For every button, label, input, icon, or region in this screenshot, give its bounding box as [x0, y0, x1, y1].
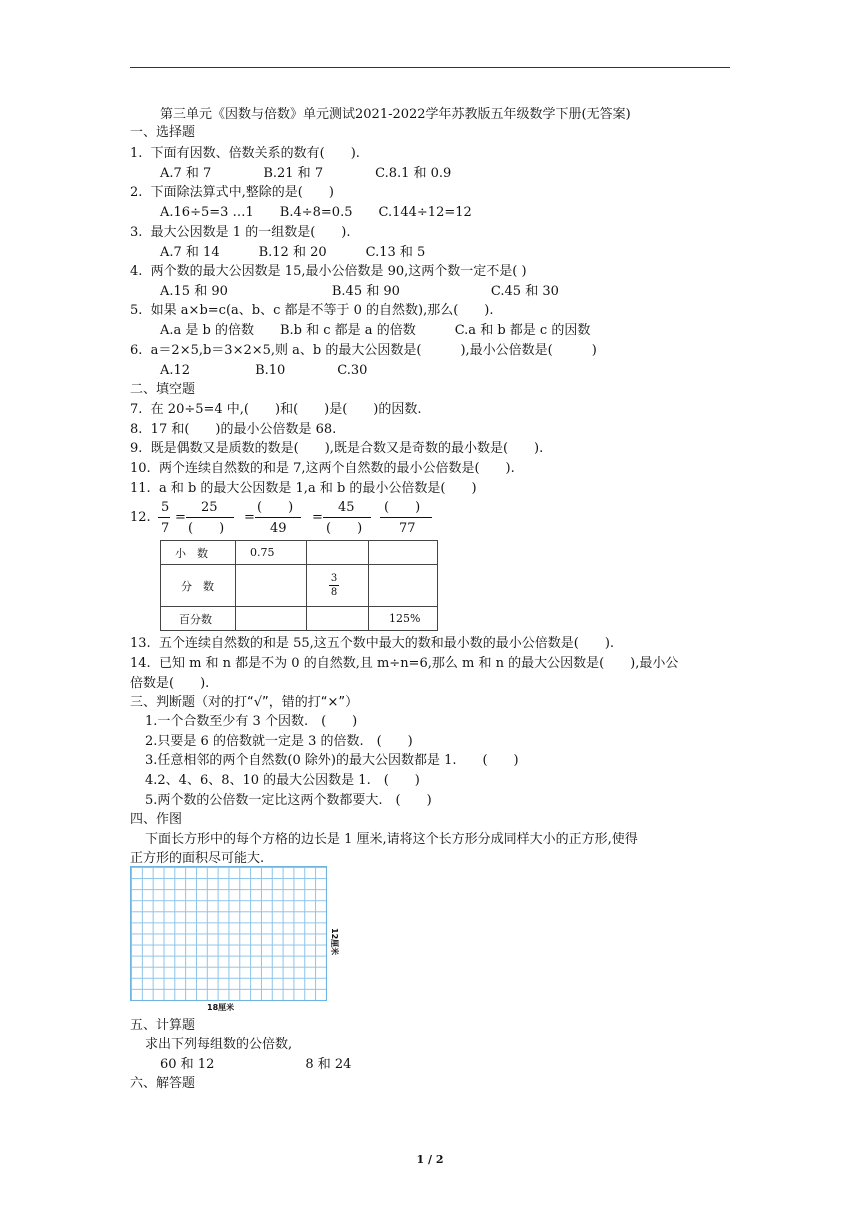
section-answer: 六、解答题	[130, 1076, 196, 1091]
equals-sign-1: =	[175, 510, 186, 525]
calc-items: 60 和 12 8 和 24	[160, 1057, 352, 1072]
table-cell	[236, 607, 307, 631]
question-14-continued: 倍数是( ).	[130, 676, 210, 691]
section-draw: 四、作图	[130, 812, 183, 827]
judge-4: 4.2、4、6、8、10 的最大公因数是 1. ( )	[145, 773, 420, 788]
table-cell: 小 数	[161, 541, 236, 565]
table-cell	[236, 565, 307, 607]
table-cell: 0.75	[236, 541, 307, 565]
judge-1: 1.一个合数至少有 3 个因数. ( )	[145, 714, 358, 729]
table-cell-fraction	[307, 565, 369, 607]
question-13: 13. 五个连续自然数的和是 55,这五个数中最大的数和最小数的最小公倍数是( ).	[130, 636, 615, 651]
judge-2: 2.只要是 6 的倍数就一定是 3 的倍数. ( )	[145, 734, 413, 749]
fraction-5-numerator: ( )	[384, 500, 421, 515]
table-cell: 分 数	[161, 565, 236, 607]
table-cell	[369, 541, 438, 565]
section-judge: 三、判断题（对的打“√”，错的打“×”）	[130, 695, 359, 710]
fraction-2-numerator: 25	[201, 500, 218, 515]
question-1-options: A.7 和 7 B.21 和 7 C.8.1 和 0.9	[160, 166, 452, 181]
question-7: 7. 在 20÷5=4 中,( )和( )是( )的因数.	[130, 402, 422, 417]
fraction-1-denominator: 7	[161, 521, 170, 536]
judge-5: 5.两个数的公倍数一定比这两个数都要大. ( )	[145, 793, 432, 808]
question-11: 11. a 和 b 的最大公因数是 1,a 和 b 的最小公倍数是( )	[130, 481, 477, 496]
question-6: 6. a＝2×5,b＝3×2×5,则 a、b 的最大公因数是( ),最小公倍数是( )	[130, 343, 597, 358]
fraction-3-numerator: ( )	[257, 500, 294, 515]
section-fill: 二、填空题	[130, 382, 196, 397]
judge-3: 3.任意相邻的两个自然数(0 除外)的最大公因数都是 1. ( )	[145, 753, 519, 768]
question-2: 2. 下面除法算式中,整除的是( )	[130, 185, 334, 200]
table-cell	[369, 565, 438, 607]
draw-instruction: 下面长方形中的每个方格的边长是 1 厘米,请将这个长方形分成同样大小的正方形,使得	[145, 832, 638, 847]
fraction-4-numerator: 45	[338, 500, 355, 515]
fraction-numerator: 3	[330, 573, 338, 584]
table-row	[161, 565, 438, 607]
fraction-3-denominator: 49	[270, 521, 287, 536]
table-cell	[307, 607, 369, 631]
conversion-table	[160, 540, 438, 631]
equals-sign-2: =	[244, 510, 255, 525]
draw-instruction-continued: 正方形的面积尽可能大.	[130, 851, 265, 866]
fraction-1-numerator: 5	[161, 500, 170, 515]
question-5: 5. 如果 a×b=c(a、b、c 都是不等于 0 的自然数),那么( ).	[130, 303, 494, 318]
table-cell	[307, 541, 369, 565]
question-8: 8. 17 和( )的最小公倍数是 68.	[130, 422, 337, 437]
question-9: 9. 既是偶数又是质数的数是( ),既是合数又是奇数的最小数是( ).	[130, 441, 544, 456]
question-1: 1. 下面有因数、倍数关系的数有( ).	[130, 146, 360, 161]
table-cell: 125%	[369, 607, 438, 631]
question-4: 4. 两个数的最大公因数是 15,最小公倍数是 90,这两个数一定不是( )	[130, 264, 527, 279]
doc-title: 第三单元《因数与倍数》单元测试2021-2022学年苏教版五年级数学下册(无答案)	[160, 107, 631, 122]
equals-sign-3: =	[312, 510, 323, 525]
question-10: 10. 两个连续自然数的和是 7,这两个自然数的最小公倍数是( ).	[130, 461, 515, 476]
grid-height-label: 12厘米	[330, 928, 339, 956]
table-cell: 百分数	[161, 607, 236, 631]
grid-width-label: 18厘米	[207, 1003, 235, 1012]
fraction-4-denominator: ( )	[326, 521, 363, 536]
section-choice: 一、选择题	[130, 125, 196, 140]
fraction-3-bar	[255, 517, 301, 518]
question-2-options: A.16÷5=3 …1 B.4÷8=0.5 C.144÷12=12	[160, 205, 472, 220]
question-14: 14. 已知 m 和 n 都是不为 0 的自然数,且 m÷n=6,那么 m 和 n 的最大公因数是( ),最小公	[130, 656, 679, 671]
question-3-options: A.7 和 14 B.12 和 20 C.13 和 5	[160, 245, 426, 260]
fraction-4-bar	[323, 517, 371, 518]
calc-intro: 求出下列每组数的公倍数,	[145, 1037, 293, 1052]
question-12-label: 12.	[130, 510, 151, 525]
page-number: 1 / 2	[416, 1153, 444, 1166]
fraction-denominator: 8	[330, 587, 338, 598]
grid-rectangle	[130, 866, 327, 1001]
table-row	[161, 541, 438, 565]
question-3: 3. 最大公因数是 1 的一组数是( ).	[130, 225, 351, 240]
fraction-5-bar	[380, 517, 432, 518]
fraction-2-bar	[186, 517, 234, 518]
table-row	[161, 607, 438, 631]
section-calc: 五、计算题	[130, 1018, 196, 1033]
header-rule	[130, 67, 730, 68]
fraction-1-bar	[158, 517, 170, 518]
question-4-options: A.15 和 90 B.45 和 90 C.45 和 30	[160, 284, 559, 299]
question-5-options: A.a 是 b 的倍数 B.b 和 c 都是 a 的倍数 C.a 和 b 都是 c 的因数	[160, 323, 591, 338]
question-6-options: A.12 B.10 C.30	[160, 363, 368, 378]
fraction-2-denominator: ( )	[188, 521, 225, 536]
fraction-5-denominator: 77	[399, 521, 416, 536]
